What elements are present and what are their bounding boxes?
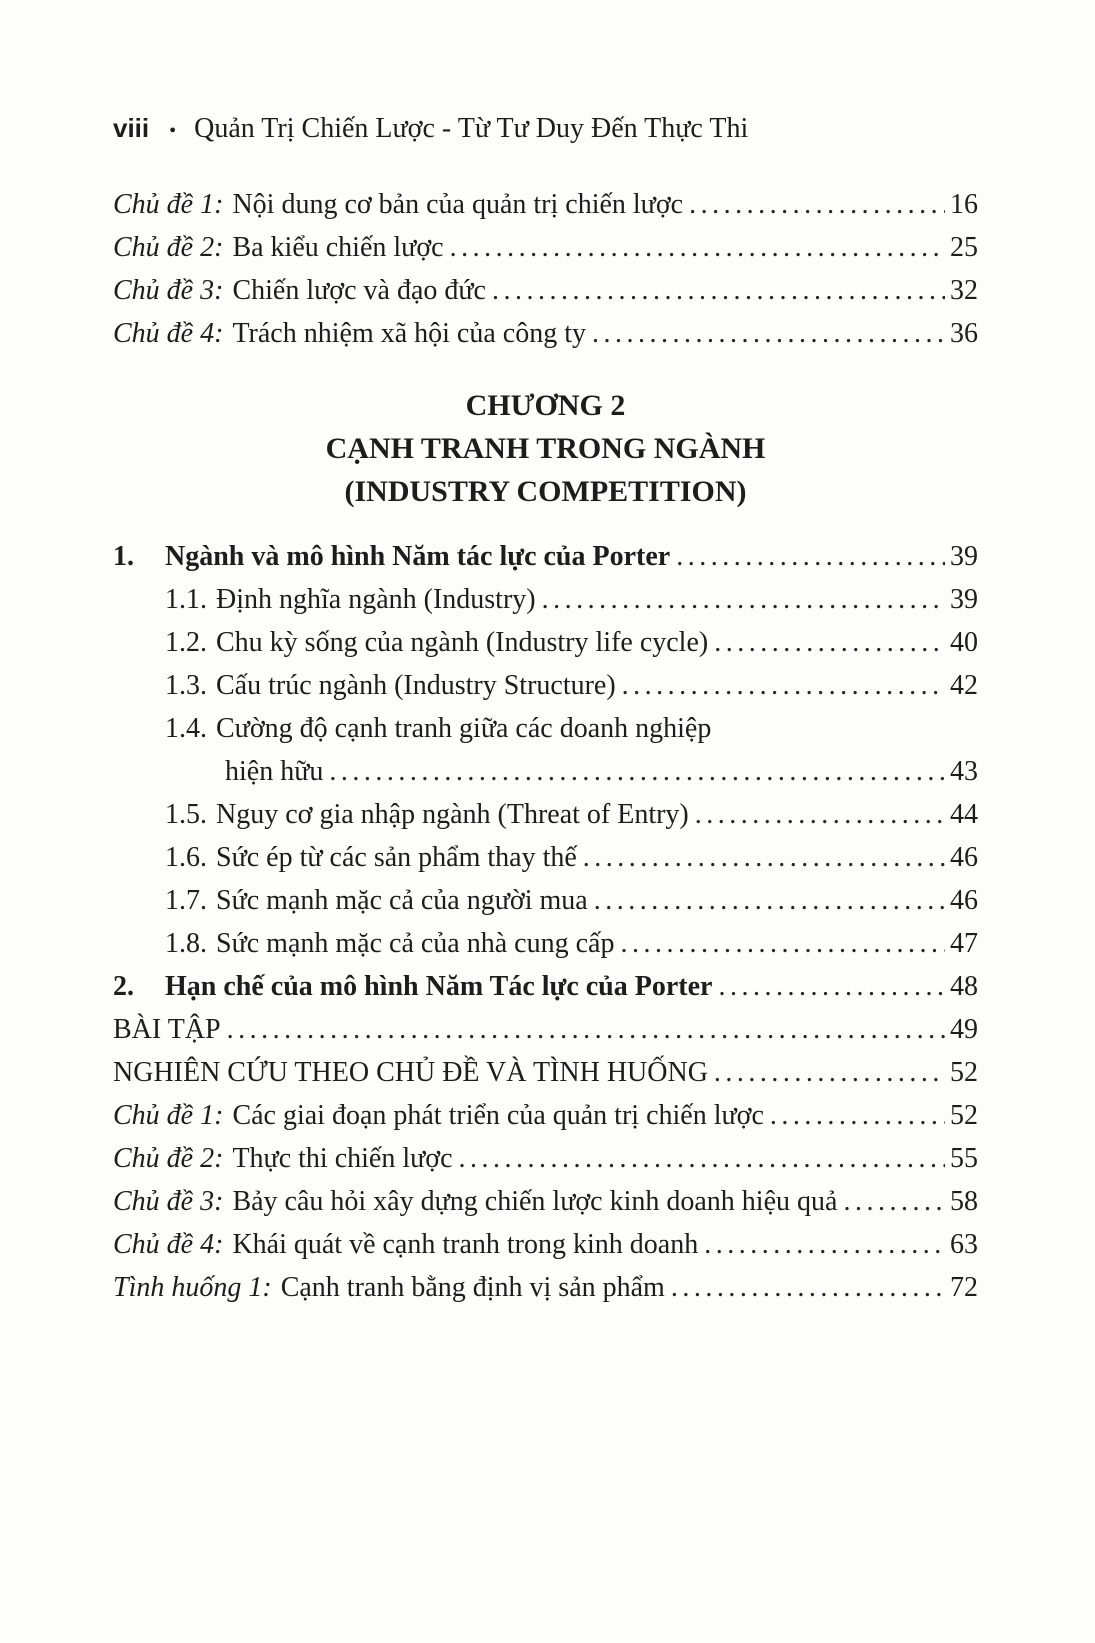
entry-page-number: 44 xyxy=(950,799,978,830)
toc-entry xyxy=(113,578,978,621)
running-header xyxy=(113,112,978,147)
toc-chapter-entries xyxy=(113,535,978,1309)
entry-label: Chủ đề 4: xyxy=(113,1229,224,1260)
entry-page-number: 52 xyxy=(950,1100,978,1131)
entry-page-number: 52 xyxy=(950,1057,978,1088)
entry-page-number: 48 xyxy=(950,971,978,1002)
toc-entry xyxy=(113,1051,978,1094)
toc-entry xyxy=(113,1008,978,1051)
entry-page-number: 46 xyxy=(950,885,978,916)
toc-entry xyxy=(113,269,978,312)
entry-title: Hạn chế của mô hình Năm Tác lực của Porter xyxy=(165,971,713,1002)
entry-title: Sức mạnh mặc cả của người mua xyxy=(216,885,588,916)
toc-entry xyxy=(113,836,978,879)
entry-page-number: 42 xyxy=(950,670,978,701)
toc-entry xyxy=(113,1094,978,1137)
entry-title: Cấu trúc ngành (Industry Structure) xyxy=(216,670,616,701)
entry-title: Định nghĩa ngành (Industry) xyxy=(216,584,536,615)
dot-leader xyxy=(450,226,945,269)
toc-entry xyxy=(113,535,978,578)
entry-number: 1.6. xyxy=(165,842,207,873)
entry-page-number: 58 xyxy=(950,1186,978,1217)
dot-leader xyxy=(695,793,945,836)
toc-entry xyxy=(113,965,978,1008)
entry-title: Nguy cơ gia nhập ngành (Threat of Entry) xyxy=(216,799,689,830)
entry-number: 1.1. xyxy=(165,584,207,615)
bullet-separator: • xyxy=(169,120,177,142)
entry-title: Sức mạnh mặc cả của nhà cung cấp xyxy=(216,928,615,959)
entry-title: hiện hữu xyxy=(225,756,324,787)
entry-number: 1.2. xyxy=(165,627,207,658)
dot-leader xyxy=(620,922,945,965)
entry-title: Chiến lược và đạo đức xyxy=(232,275,486,306)
toc-entry xyxy=(113,1137,978,1180)
entry-title: Ngành và mô hình Năm tác lực của Porter xyxy=(165,541,671,572)
entry-number: 1.8. xyxy=(165,928,207,959)
toc-entry xyxy=(113,1266,978,1309)
entry-page-number: 36 xyxy=(950,318,978,349)
toc-entry xyxy=(113,750,978,793)
entry-number: 2. xyxy=(113,971,134,1002)
dot-leader xyxy=(542,578,945,621)
entry-page-number: 32 xyxy=(950,275,978,306)
entry-number: 1. xyxy=(113,541,134,572)
dot-leader xyxy=(718,965,945,1008)
entry-label: Chủ đề 3: xyxy=(113,1186,224,1217)
dot-leader xyxy=(714,621,945,664)
entry-page-number: 55 xyxy=(950,1143,978,1174)
entry-number: 1.3. xyxy=(165,670,207,701)
toc-entry xyxy=(113,664,978,707)
dot-leader xyxy=(329,750,945,793)
chapter-subtitle: (INDUSTRY COMPETITION) xyxy=(344,475,747,508)
entry-title: Ba kiểu chiến lược xyxy=(232,232,444,263)
entry-page-number: 47 xyxy=(950,928,978,959)
toc-previous-chapter-entries xyxy=(113,183,978,355)
entry-label: Chủ đề 1: xyxy=(113,189,224,220)
entry-page-number: 16 xyxy=(950,189,978,220)
entry-page-number: 39 xyxy=(950,584,978,615)
folio-page-number: viii xyxy=(113,113,150,143)
entry-title: Cạnh tranh bằng định vị sản phẩm xyxy=(280,1272,665,1303)
dot-leader xyxy=(622,664,945,707)
toc-entry xyxy=(113,226,978,269)
toc-entry xyxy=(113,879,978,922)
entry-label: Chủ đề 2: xyxy=(113,232,224,263)
entry-title: Nội dung cơ bản của quản trị chiến lược xyxy=(232,189,684,220)
dot-leader xyxy=(843,1180,945,1223)
entry-page-number: 46 xyxy=(950,842,978,873)
entry-number: 1.7. xyxy=(165,885,207,916)
toc-entry xyxy=(113,621,978,664)
entry-title: BÀI TẬP xyxy=(113,1014,221,1045)
dot-leader xyxy=(227,1008,945,1051)
toc-entry xyxy=(113,312,978,355)
dot-leader xyxy=(594,879,945,922)
entry-title: Các giai đoạn phát triển của quản trị chiến lược xyxy=(232,1100,764,1131)
entry-page-number: 72 xyxy=(950,1272,978,1303)
dot-leader xyxy=(714,1051,945,1094)
entry-label: Chủ đề 4: xyxy=(113,318,224,349)
toc-entry xyxy=(113,1180,978,1223)
dot-leader xyxy=(492,269,945,312)
toc-entry xyxy=(113,793,978,836)
entry-page-number: 63 xyxy=(950,1229,978,1260)
entry-page-number: 40 xyxy=(950,627,978,658)
dot-leader xyxy=(704,1223,945,1266)
entry-title: Bảy câu hỏi xây dựng chiến lược kinh doanh hiệu quả xyxy=(232,1186,838,1217)
dot-leader xyxy=(689,183,945,226)
entry-page-number: 43 xyxy=(950,756,978,787)
entry-title: NGHIÊN CỨU THEO CHỦ ĐỀ VÀ TÌNH HUỐNG xyxy=(113,1057,708,1088)
dot-leader xyxy=(583,836,945,879)
entry-page-number: 39 xyxy=(950,541,978,572)
chapter-number: CHƯƠNG 2 xyxy=(465,389,626,422)
chapter-heading xyxy=(113,384,978,513)
toc-entry xyxy=(113,922,978,965)
chapter-title: CẠNH TRANH TRONG NGÀNH xyxy=(325,432,766,465)
toc-entry xyxy=(113,707,978,750)
dot-leader xyxy=(592,312,945,355)
running-book-title: Quản Trị Chiến Lược - Từ Tư Duy Đến Thực Thi xyxy=(194,113,749,144)
entry-label: Chủ đề 1: xyxy=(113,1100,224,1131)
entry-label: Chủ đề 3: xyxy=(113,275,224,306)
entry-label: Chủ đề 2: xyxy=(113,1143,224,1174)
entry-title: Thực thi chiến lược xyxy=(232,1143,453,1174)
entry-page-number: 25 xyxy=(950,232,978,263)
entry-page-number: 49 xyxy=(950,1014,978,1045)
entry-label: Tình huống 1: xyxy=(113,1272,272,1303)
toc-entry xyxy=(113,1223,978,1266)
dot-leader xyxy=(459,1137,945,1180)
entry-title: Sức ép từ các sản phẩm thay thế xyxy=(216,842,577,873)
dot-leader xyxy=(676,535,945,578)
entry-title: Khái quát về cạnh tranh trong kinh doanh xyxy=(232,1229,699,1260)
dot-leader xyxy=(671,1266,945,1309)
entry-title: Cường độ cạnh tranh giữa các doanh nghiệp xyxy=(216,713,712,744)
entry-title: Chu kỳ sống của ngành (Industry life cycle) xyxy=(216,627,709,658)
dot-leader xyxy=(770,1094,945,1137)
toc-entry xyxy=(113,183,978,226)
entry-number: 1.5. xyxy=(165,799,207,830)
entry-title: Trách nhiệm xã hội của công ty xyxy=(232,318,586,349)
entry-number: 1.4. xyxy=(165,713,207,744)
